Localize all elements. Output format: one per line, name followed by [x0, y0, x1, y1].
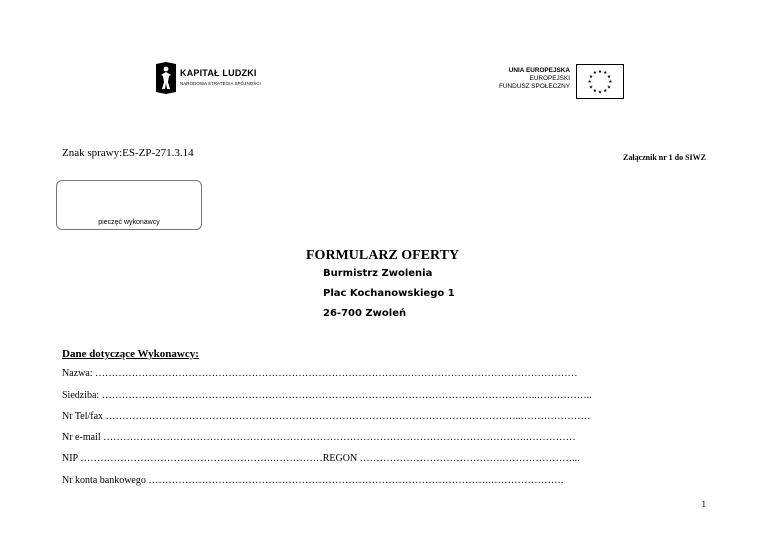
addressee-line-2: Plac Kochanowskiego 1 — [323, 288, 455, 299]
field-email: Nr e-mail ……………………………………………………………………………………………………………….…………… — [62, 432, 576, 443]
kapital-ludzki-title: KAPITAŁ LUDZKI — [180, 68, 257, 78]
eu-star: ★ — [592, 71, 597, 77]
page-number: 1 — [701, 499, 706, 509]
eu-star: ★ — [608, 80, 613, 86]
eu-star: ★ — [592, 89, 597, 95]
form-title: FORMULARZ OFERTY — [306, 248, 460, 263]
addressee-line-1: Burmistrz Zwolenia — [323, 268, 433, 279]
eu-flag-icon — [576, 64, 624, 99]
eu-star: ★ — [597, 69, 603, 75]
addressee-line-3: 26-700 Zwoleń — [323, 308, 407, 319]
eu-logo-text — [490, 67, 570, 92]
kapital-ludzki-logo-icon — [154, 60, 274, 96]
case-number: Znak sprawy:ES-ZP-271.3.14 — [62, 147, 194, 159]
field-nip-regon: NIP ………………………………………………….……………REGON …………………………………….…………………... — [62, 453, 580, 464]
eu-line-1: UNIA EUROPEJSKA — [508, 67, 570, 74]
field-phone-fax: Nr Tel/fax ……………………………………………………………………………………………………………..………………… — [62, 411, 591, 422]
eu-star: ★ — [587, 80, 592, 86]
eu-star: ★ — [606, 85, 612, 91]
stamp-label: pieczęć wykonawcy — [98, 219, 160, 226]
field-seat: Siedziba: …………………………………………………………………………………………………………………..…………….. — [62, 390, 592, 401]
eu-star: ★ — [588, 85, 594, 91]
eu-line-2: EUROPEJSKI — [529, 75, 570, 83]
eu-star: ★ — [588, 75, 594, 81]
eu-star: ★ — [606, 75, 612, 81]
eu-star: ★ — [603, 89, 608, 95]
eu-star: ★ — [597, 90, 603, 96]
kapital-ludzki-subtitle: NARODOWA STRATEGIA SPÓJNOŚCI — [180, 81, 261, 86]
annex-label: Załącznik nr 1 do SIWZ — [623, 153, 706, 162]
eu-line-3: FUNDUSZ SPOŁECZNY — [498, 83, 570, 91]
field-bank-account: Nr konta bankowego ………………………………………………………………………………………….…………………. — [62, 475, 564, 486]
eu-star: ★ — [603, 71, 608, 77]
section-title: Dane dotyczące Wykonawcy: — [62, 348, 199, 360]
field-name: Nazwa: ………………………………………………………………………………….…………………………………………… — [62, 368, 578, 379]
